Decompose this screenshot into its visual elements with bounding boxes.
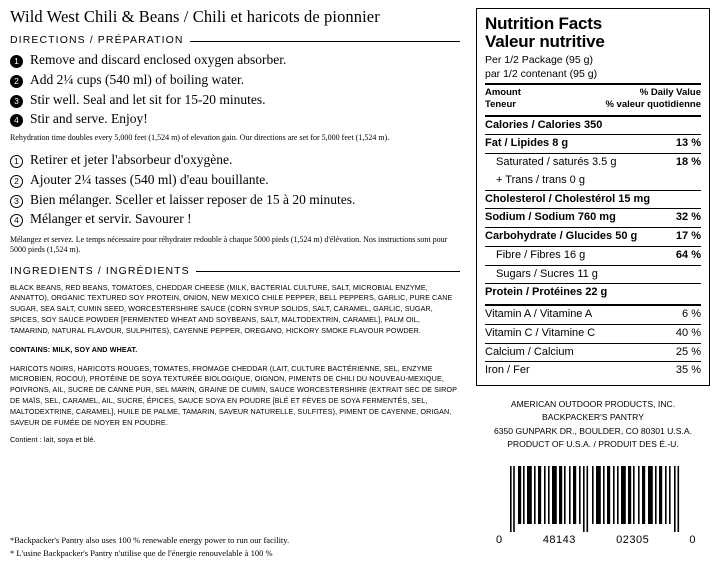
amount-label-fr: Teneur — [485, 98, 516, 110]
vitamin-dv: 35 % — [675, 364, 701, 377]
table-row — [485, 265, 701, 284]
nutrient-label: Protein / Protéines 22 g — [485, 286, 608, 299]
company-address: 6350 GUNPARK DR., BOULDER, CO 80301 U.S.A. — [493, 425, 693, 436]
directions-heading — [10, 34, 460, 46]
table-row — [485, 227, 701, 246]
nutrient-label: + Trans / trans 0 g — [496, 173, 585, 186]
step-text: Add 2¼ cups (540 ml) of boiling water. — [30, 71, 245, 87]
barcode-right-digit: 0 — [689, 534, 696, 546]
nutrient-label: Saturated / saturés 3.5 g — [496, 156, 617, 169]
list-item — [10, 111, 460, 127]
list-item — [10, 92, 460, 108]
vitamin-dv: 6 % — [682, 308, 701, 321]
nutrient-label: Cholesterol / Cholestérol 15 mg — [485, 192, 651, 205]
nutrient-dv: 17 % — [675, 230, 701, 243]
company-info — [476, 398, 710, 451]
dv-label-fr: % valeur quotidienne — [605, 98, 701, 110]
table-row — [485, 208, 701, 227]
barcode-group-1: 48143 — [542, 534, 576, 546]
table-row — [485, 306, 701, 324]
serving-size-fr: par 1/2 contenant (95 g) — [485, 68, 598, 81]
nutrient-label: Sodium / Sodium 760 mg — [485, 211, 616, 224]
table-row — [485, 246, 701, 265]
step-number-icon: 1 — [10, 155, 23, 168]
nutrient-dv: 13 % — [675, 137, 701, 150]
barcode-group-2: 02305 — [616, 534, 650, 546]
allergen-statement-fr: Contient : lait, soya et blé. — [10, 435, 96, 445]
barcode-digits — [496, 534, 696, 546]
step-number-icon: 2 — [10, 175, 23, 188]
step-number-icon: 1 — [10, 55, 23, 68]
nutrient-dv: 18 % — [675, 156, 701, 169]
company-name: AMERICAN OUTDOOR PRODUCTS, INC. — [510, 399, 676, 409]
table-row — [485, 153, 701, 172]
ingredients-heading-label: INGREDIENTS / INGRÉDIENTS — [10, 264, 190, 277]
table-row — [485, 324, 701, 343]
list-item — [10, 152, 460, 168]
nutrient-dv: 32 % — [675, 211, 701, 224]
left-column — [10, 8, 460, 559]
list-item — [10, 192, 460, 208]
allergen-statement-en: CONTAINS: MILK, SOY AND WHEAT. — [10, 344, 138, 354]
step-text: Stir well. Seal and let sit for 15-20 minutes. — [30, 91, 266, 107]
vitamin-label: Vitamin C / Vitamine C — [485, 326, 596, 339]
vitamin-label: Vitamin A / Vitamine A — [485, 308, 593, 321]
step-text: Remove and discard enclosed oxygen absorber. — [30, 52, 287, 68]
step-number-icon: 3 — [10, 95, 23, 108]
vitamin-label: Calcium / Calcium — [485, 345, 574, 358]
vitamin-dv: 40 % — [675, 326, 701, 339]
brand-name: BACKPACKER'S PANTRY — [542, 412, 644, 423]
step-text: Stir and serve. Enjoy! — [30, 111, 148, 127]
dv-label-en: % Daily Value — [639, 86, 701, 98]
step-text: Bien mélanger. Sceller et laisser reposer de 15 à 20 minutes. — [30, 191, 356, 207]
amount-label-en: Amount — [485, 86, 521, 98]
nutrient-label: Fat / Lipides 8 g — [485, 137, 569, 150]
step-number-icon: 4 — [10, 214, 23, 227]
ingredients-text-fr: HARICOTS NOIRS, HARICOTS ROUGES, TOMATES, FROMAGE CHEDDAR (LAIT, CULTURE BACTÉRIENNE, SEL, ENZYME MICROBIEN, ROCOU), PROTÉINE DE SOYA TEXTURÉE BIOLOGIQUE, OIGNON, PIMENTS DE CHILI DU NOUVEAU-MEXIQUE, POIVRONS, AIL, SUCRE DE CANNE PUR, SEL MARIN, GRAINE DE CUMIN, SAUCE WORCESTERSHIRE (EXTRAIT SEC DE SIROP DE MAÏS, SEL, CARAMEL, AIL, SUCRE, ÉPICES, SAUCE SOYA EN POUDRE [BLÉ ET FÈVES DE SOYA FERMENTÉS, SEL, MALTODEXTRINE, CARAMEL], HUILE DE PALME, TAMARIN, SAVEUR NATURELLE, SULFITES), PIMENT DE CAYENNE, ORIGAN, SAVEUR DE FUMÉE DE NOYER EN POUDRE. — [10, 363, 457, 427]
nutrition-facts-panel — [476, 8, 710, 386]
elevation-note-fr: Mélangez et servez. Le temps nécessaire pour réhydrater redouble à chaque 5000 pieds (1,524 m) d'élévation. Nos instructions sont pour 5000 pieds (1,524 m). — [10, 234, 448, 254]
ingredients-heading — [10, 265, 460, 277]
page-title: Wild West Chili & Beans / Chili et haricots de pionnier — [10, 7, 380, 26]
step-text: Ajouter 2¼ tasses (540 ml) d'eau bouillante. — [30, 172, 269, 188]
step-text: Mélanger et servir. Savourer ! — [30, 211, 192, 227]
nutrient-dv: 64 % — [675, 248, 701, 261]
directions-steps-en — [10, 52, 460, 127]
daily-value-header — [485, 85, 701, 113]
ingredients-text-en: BLACK BEANS, RED BEANS, TOMATOES, CHEDDAR CHEESE (MILK, BACTERIAL CULTURE, SALT, MICROBIAL ENZYME, ANNATTO), ORGANIC TEXTURED SOY PROTEIN, ONION, NEW MEXICO CHILE PEPPER, BELL PEPPERS, GARLIC, PURE CANE SUGAR, SEA SALT, CUMIN SEED, WORCESTERSHIRE SAUCE (CORN SYRUP SOLIDS, SALT, CARAMEL, GARLIC, SUGAR, SPICES, SOY SAUCE POWDER [FERMENTED WHEAT AND SOYBEANS, SALT, MALTODEXTRIN, CARAMEL], PALM OIL, TAMARIND, NATURAL FLAVOUR, SULPHITES), CAYENNE PEPPER, OREGANO, HICKORY SMOKE FLAVOUR POWDER. — [10, 282, 453, 335]
renewable-energy-footnote — [10, 534, 289, 559]
table-row — [485, 343, 701, 362]
nutrient-label: Sugars / Sucres 11 g — [496, 267, 598, 280]
nutrient-label: Calories / Calories 350 — [485, 118, 603, 131]
heading-rule — [190, 41, 460, 42]
table-row — [485, 134, 701, 153]
step-number-icon: 4 — [10, 114, 23, 127]
nutrition-title-fr: Valeur nutritive — [485, 32, 605, 52]
footnote-line-fr: * L'usine Backpacker's Pantry n'utilise que de l'énergie renouvelable à 100 % — [10, 547, 273, 558]
directions-heading-label: DIRECTIONS / PRÉPARATION — [10, 34, 184, 47]
step-number-icon: 2 — [10, 75, 23, 88]
footnote-line-en: *Backpacker's Pantry also uses 100 % renewable energy power to run our facility. — [10, 535, 290, 546]
barcode-left-digit: 0 — [496, 534, 503, 546]
list-item — [10, 211, 460, 227]
table-row — [485, 172, 701, 190]
step-number-icon: 3 — [10, 195, 23, 208]
nutrient-label: Carbohydrate / Glucides 50 g — [485, 230, 638, 243]
table-row — [485, 283, 701, 302]
directions-steps-fr — [10, 152, 460, 227]
table-row — [485, 190, 701, 209]
heading-rule — [196, 271, 460, 272]
step-text: Retirer et jeter l'absorbeur d'oxygène. — [30, 152, 233, 168]
barcode-image — [508, 466, 684, 532]
list-item — [10, 52, 460, 68]
country-of-origin: PRODUCT OF U.S.A. / PRODUIT DES É.-U. — [507, 438, 679, 449]
nutrient-label: Fibre / Fibres 16 g — [496, 248, 586, 261]
nutrition-title-en: Nutrition Facts — [485, 14, 602, 33]
elevation-note-en: Rehydration time doubles every 5,000 feet (1,524 m) of elevation gain. Our directions are set for 5,000 feet (1,524 m). — [10, 133, 390, 143]
list-item — [10, 172, 460, 188]
vitamin-label: Iron / Fer — [485, 364, 530, 377]
table-row — [485, 361, 701, 380]
vitamin-dv: 25 % — [675, 345, 701, 358]
serving-size-en: Per 1/2 Package (95 g) — [485, 53, 593, 66]
table-row — [485, 117, 701, 135]
list-item — [10, 72, 460, 88]
